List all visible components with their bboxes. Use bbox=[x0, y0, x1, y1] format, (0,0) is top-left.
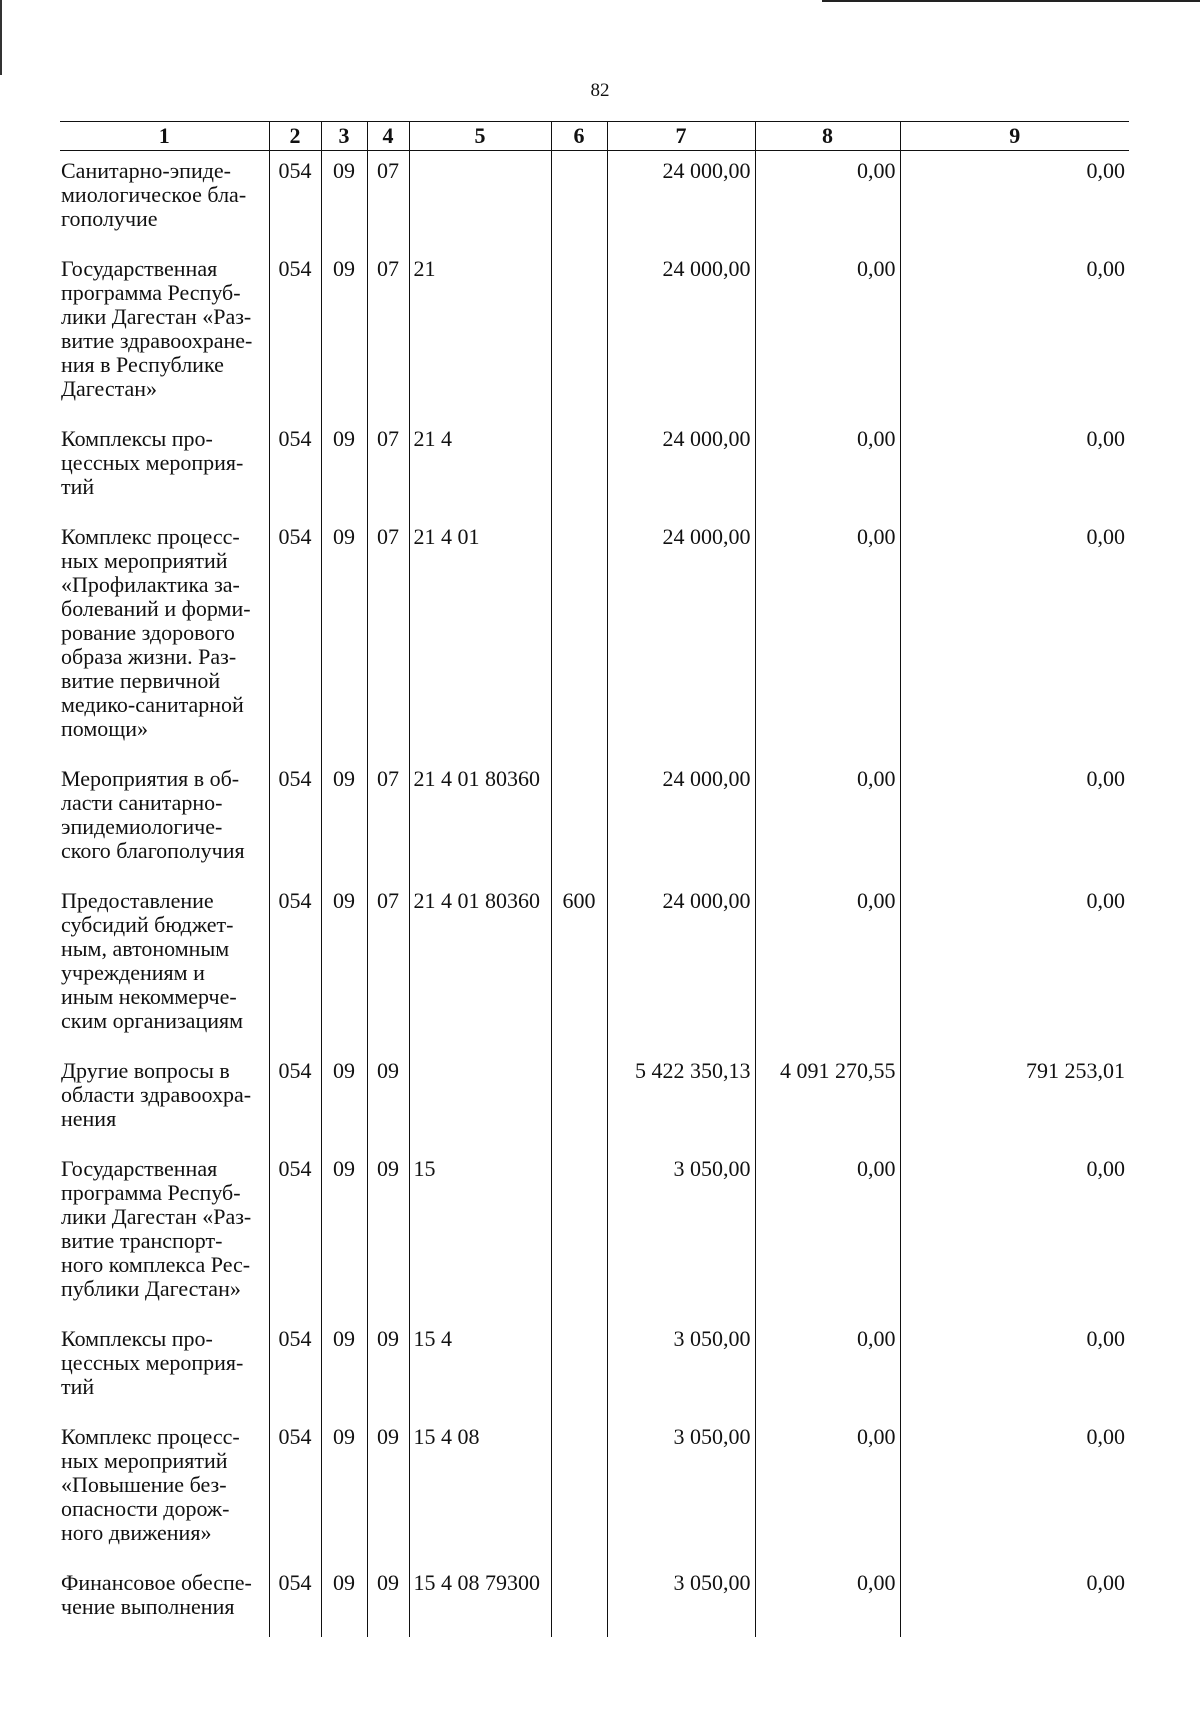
amount-col-7: 24 000,00 bbox=[607, 151, 755, 250]
subsection-code: 09 bbox=[367, 1149, 409, 1319]
amount-col-9: 791 253,01 bbox=[900, 1051, 1129, 1149]
table-row bbox=[60, 517, 1129, 759]
amount-col-7: 3 050,00 bbox=[607, 1563, 755, 1637]
section-code: 09 bbox=[321, 1563, 367, 1637]
ministry-code: 054 bbox=[269, 1563, 321, 1637]
section-code: 09 bbox=[321, 1319, 367, 1417]
table-body bbox=[60, 151, 1129, 1638]
expense-type-code bbox=[551, 1563, 607, 1637]
table-row bbox=[60, 419, 1129, 517]
item-name: Другие вопросы в области здравоохра- нения bbox=[61, 1058, 252, 1131]
ministry-code: 054 bbox=[269, 1149, 321, 1319]
amount-col-8: 0,00 bbox=[755, 517, 900, 759]
table-row bbox=[60, 1319, 1129, 1417]
amount-col-8: 0,00 bbox=[755, 1417, 900, 1563]
table-row bbox=[60, 1149, 1129, 1319]
amount-col-9: 0,00 bbox=[900, 1563, 1129, 1637]
amount-col-9: 0,00 bbox=[900, 1417, 1129, 1563]
table-row bbox=[60, 1563, 1129, 1637]
table-row bbox=[60, 1051, 1129, 1149]
section-code: 09 bbox=[321, 517, 367, 759]
ministry-code: 054 bbox=[269, 881, 321, 1051]
expense-type-code bbox=[551, 1149, 607, 1319]
item-name: Комплекс процесс- ных мероприятий «Повышение без- опасности дорож- ного движения» bbox=[61, 1424, 240, 1545]
target-article-code: 21 4 01 bbox=[409, 517, 551, 759]
header-row bbox=[60, 122, 1129, 151]
amount-col-9: 0,00 bbox=[900, 1319, 1129, 1417]
column-header-4: 4 bbox=[367, 122, 409, 151]
item-name: Комплексы про- цессных мероприя- тий bbox=[61, 1326, 244, 1399]
amount-col-8: 0,00 bbox=[755, 249, 900, 419]
amount-col-7: 3 050,00 bbox=[607, 1149, 755, 1319]
amount-col-8: 0,00 bbox=[755, 151, 900, 250]
table-row bbox=[60, 1417, 1129, 1563]
table-row bbox=[60, 881, 1129, 1051]
subsection-code: 09 bbox=[367, 1051, 409, 1149]
amount-col-9: 0,00 bbox=[900, 249, 1129, 419]
target-article-code: 15 bbox=[409, 1149, 551, 1319]
target-article-code bbox=[409, 1051, 551, 1149]
column-header-8: 8 bbox=[755, 122, 900, 151]
amount-col-8: 0,00 bbox=[755, 1149, 900, 1319]
target-article-code: 21 4 bbox=[409, 419, 551, 517]
column-header-5: 5 bbox=[409, 122, 551, 151]
item-name: Санитарно-эпиде- миологическое бла- гополучие bbox=[61, 158, 247, 231]
target-article-code bbox=[409, 151, 551, 250]
subsection-code: 07 bbox=[367, 419, 409, 517]
amount-col-9: 0,00 bbox=[900, 759, 1129, 881]
amount-col-7: 24 000,00 bbox=[607, 419, 755, 517]
amount-col-9: 0,00 bbox=[900, 881, 1129, 1051]
amount-col-9: 0,00 bbox=[900, 1149, 1129, 1319]
ministry-code: 054 bbox=[269, 249, 321, 419]
target-article-code: 21 bbox=[409, 249, 551, 419]
ministry-code: 054 bbox=[269, 1051, 321, 1149]
amount-col-8: 0,00 bbox=[755, 1563, 900, 1637]
amount-col-7: 24 000,00 bbox=[607, 881, 755, 1051]
amount-col-7: 3 050,00 bbox=[607, 1417, 755, 1563]
target-article-code: 15 4 08 79300 bbox=[409, 1563, 551, 1637]
amount-col-7: 24 000,00 bbox=[607, 517, 755, 759]
target-article-code: 15 4 bbox=[409, 1319, 551, 1417]
item-name: Предоставление субсидий бюджет- ным, автономным учреждениям и иным некоммерче- ским организациям bbox=[61, 888, 244, 1033]
subsection-code: 07 bbox=[367, 151, 409, 250]
column-header-6: 6 bbox=[551, 122, 607, 151]
amount-col-8: 0,00 bbox=[755, 419, 900, 517]
expense-type-code bbox=[551, 1417, 607, 1563]
expense-type-code: 600 bbox=[551, 881, 607, 1051]
item-name: Финансовое обеспе- чение выполнения bbox=[61, 1570, 252, 1619]
subsection-code: 07 bbox=[367, 517, 409, 759]
item-name: Мероприятия в об- ласти санитарно- эпидемиологиче- ского благополучия bbox=[61, 766, 245, 863]
column-header-2: 2 bbox=[269, 122, 321, 151]
expense-type-code bbox=[551, 1319, 607, 1417]
column-header-9: 9 bbox=[900, 122, 1129, 151]
subsection-code: 09 bbox=[367, 1319, 409, 1417]
amount-col-7: 24 000,00 bbox=[607, 759, 755, 881]
ministry-code: 054 bbox=[269, 419, 321, 517]
expense-type-code bbox=[551, 759, 607, 881]
top-border-rule bbox=[822, 0, 1200, 2]
target-article-code: 21 4 01 80360 bbox=[409, 759, 551, 881]
amount-col-8: 0,00 bbox=[755, 881, 900, 1051]
target-article-code: 15 4 08 bbox=[409, 1417, 551, 1563]
table-row bbox=[60, 249, 1129, 419]
subsection-code: 09 bbox=[367, 1563, 409, 1637]
expense-type-code bbox=[551, 517, 607, 759]
section-code: 09 bbox=[321, 419, 367, 517]
amount-col-7: 24 000,00 bbox=[607, 249, 755, 419]
section-code: 09 bbox=[321, 151, 367, 250]
expense-type-code bbox=[551, 151, 607, 250]
target-article-code: 21 4 01 80360 bbox=[409, 881, 551, 1051]
table-row bbox=[60, 759, 1129, 881]
amount-col-9: 0,00 bbox=[900, 151, 1129, 250]
ministry-code: 054 bbox=[269, 1319, 321, 1417]
section-code: 09 bbox=[321, 1417, 367, 1563]
section-code: 09 bbox=[321, 759, 367, 881]
amount-col-8: 4 091 270,55 bbox=[755, 1051, 900, 1149]
section-code: 09 bbox=[321, 249, 367, 419]
ministry-code: 054 bbox=[269, 1417, 321, 1563]
amount-col-9: 0,00 bbox=[900, 517, 1129, 759]
section-code: 09 bbox=[321, 1149, 367, 1319]
section-code: 09 bbox=[321, 1051, 367, 1149]
expense-type-code bbox=[551, 1051, 607, 1149]
expense-type-code bbox=[551, 249, 607, 419]
budget-table bbox=[60, 121, 1129, 1637]
ministry-code: 054 bbox=[269, 759, 321, 881]
item-name: Государственная программа Респуб- лики Дагестан «Раз- витие транспорт- ного комплекса Рес- публики Дагестан» bbox=[61, 1156, 252, 1301]
page-number: 82 bbox=[590, 80, 610, 101]
column-header-7: 7 bbox=[607, 122, 755, 151]
subsection-code: 07 bbox=[367, 881, 409, 1051]
amount-col-7: 5 422 350,13 bbox=[607, 1051, 755, 1149]
column-header-3: 3 bbox=[321, 122, 367, 151]
amount-col-8: 0,00 bbox=[755, 1319, 900, 1417]
left-margin-rule bbox=[0, 0, 2, 75]
table-row bbox=[60, 151, 1129, 250]
ministry-code: 054 bbox=[269, 151, 321, 250]
subsection-code: 07 bbox=[367, 759, 409, 881]
ministry-code: 054 bbox=[269, 517, 321, 759]
section-code: 09 bbox=[321, 881, 367, 1051]
column-header-1: 1 bbox=[60, 122, 269, 151]
amount-col-9: 0,00 bbox=[900, 419, 1129, 517]
item-name: Государственная программа Респуб- лики Дагестан «Раз- витие здравоохране- ния в Республике Дагестан» bbox=[61, 256, 253, 401]
subsection-code: 07 bbox=[367, 249, 409, 419]
item-name: Комплекс процесс- ных мероприятий «Профилактика за- болеваний и форми- рование здорового образа жизни. Раз- витие первичной медико-санитарной помощи» bbox=[61, 524, 251, 741]
amount-col-8: 0,00 bbox=[755, 759, 900, 881]
item-name: Комплексы про- цессных мероприя- тий bbox=[61, 426, 244, 499]
expense-type-code bbox=[551, 419, 607, 517]
amount-col-7: 3 050,00 bbox=[607, 1319, 755, 1417]
subsection-code: 09 bbox=[367, 1417, 409, 1563]
